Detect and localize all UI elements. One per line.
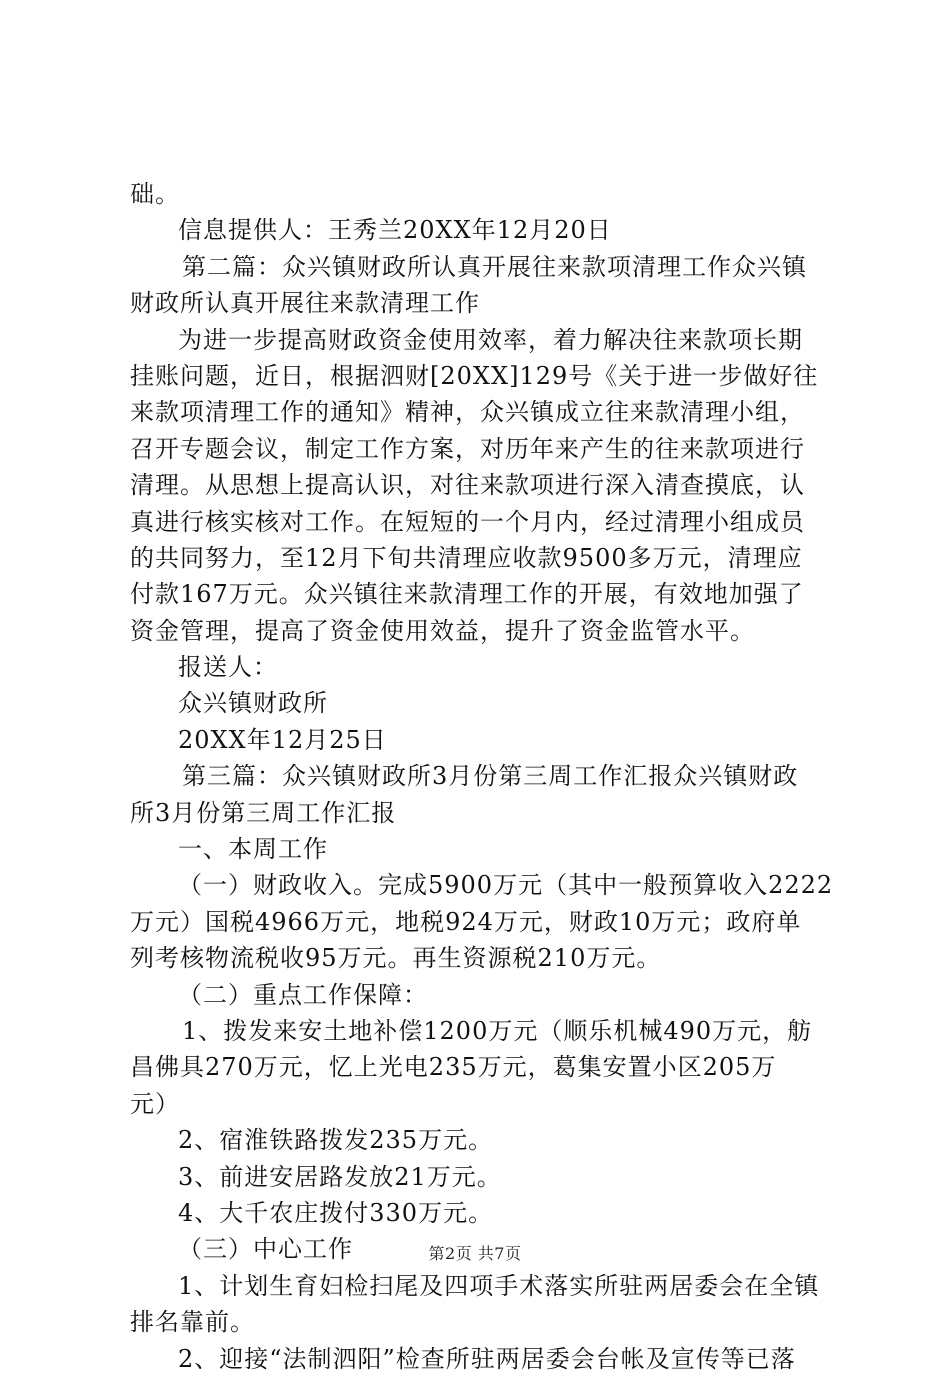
text-line: 1、拨发来安土地补偿1200万元（顺乐机械490万元，舫 — [182, 1016, 813, 1045]
text-line: 信息提供人：王秀兰20XX年12月20日 — [178, 216, 612, 245]
text-line: 列考核物流税收95万元。再生资源税210万元。 — [130, 944, 662, 973]
text-line: 第二篇：众兴镇财政所认真开展往来款项清理工作众兴镇 — [182, 252, 807, 281]
text-line: 昌佛具270万元，忆上光电235万元，葛集安置小区205万 — [130, 1053, 777, 1082]
text-line: 所3月份第三周工作汇报 — [130, 798, 397, 827]
text-line: 一、本周工作 — [178, 835, 328, 864]
text-line: 来款项清理工作的通知》精神，众兴镇成立往来款清理小组， — [130, 398, 805, 427]
text-line: 报送人： — [178, 653, 278, 682]
text-line: 20XX年12月25日 — [178, 725, 387, 754]
text-line: 真进行核实核对工作。在短短的一个月内，经过清理小组成员 — [130, 507, 805, 536]
text-line: 众兴镇财政所 — [178, 689, 328, 718]
text-line: （一）财政收入。完成5900万元（其中一般预算收入2222 — [178, 871, 834, 900]
text-line: 础。 — [130, 180, 180, 208]
text-line: 资金管理，提高了资金使用效益，提升了资金监管水平。 — [130, 616, 755, 645]
text-line: 召开专题会议，制定工作方案，对历年来产生的往来款项进行 — [130, 434, 805, 463]
text-line: 4、大千农庄拨付330万元。 — [178, 1198, 494, 1227]
text-line: 为进一步提高财政资金使用效率，着力解决往来款项长期 — [178, 325, 803, 354]
text-line: 第三篇：众兴镇财政所3月份第三周工作汇报众兴镇财政 — [182, 762, 799, 791]
text-line: 1、计划生育妇检扫尾及四项手术落实所驻两居委会在全镇 — [178, 1271, 820, 1300]
text-line: 挂账问题，近日，根据泗财[20XX]129号《关于进一步做好往 — [130, 361, 819, 390]
text-line: 财政所认真开展往来款清理工作 — [130, 289, 480, 318]
page-footer: 第2页 共7页 — [428, 1244, 522, 1263]
text-line: 2、宿淮铁路拨发235万元。 — [178, 1126, 494, 1155]
text-line: （二）重点工作保障： — [178, 980, 428, 1009]
text-line: 清理。从思想上提高认识，对往来款项进行深入清查摸底，认 — [130, 471, 805, 500]
text-line: （三）中心工作 — [178, 1235, 353, 1264]
document-body — [130, 176, 834, 1377]
text-line: 万元）国税4966万元，地税924万元，财政10万元；政府单 — [130, 907, 802, 936]
text-line: 付款167万元。众兴镇往来款清理工作的开展，有效地加强了 — [130, 580, 804, 609]
text-line: 排名靠前。 — [130, 1308, 255, 1337]
text-line: 的共同努力，至12月下旬共清理应收款9500多万元，清理应 — [130, 543, 803, 572]
text-line: 3、前进安居路发放21万元。 — [178, 1162, 502, 1191]
text-line: 元） — [130, 1089, 180, 1118]
text-line: 2、迎接“法制泗阳”检查所驻两居委会台帐及宣传等已落 — [178, 1344, 796, 1373]
